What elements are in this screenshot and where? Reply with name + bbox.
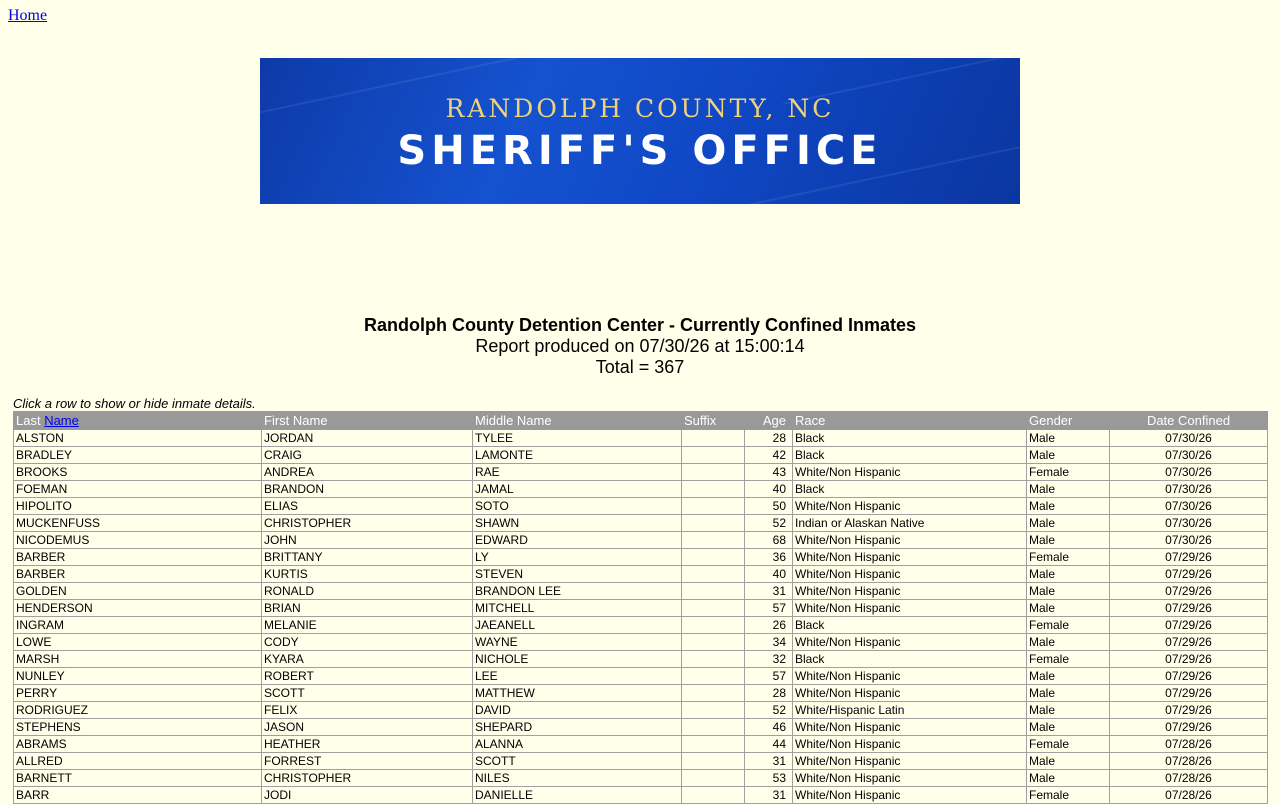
cell-last: NUNLEY	[14, 668, 262, 685]
header-gender: Gender	[1027, 412, 1110, 430]
cell-race: White/Non Hispanic	[793, 770, 1027, 787]
cell-first: FORREST	[262, 753, 473, 770]
cell-first: CHRISTOPHER	[262, 515, 473, 532]
cell-age: 42	[745, 447, 793, 464]
cell-last: BARNETT	[14, 770, 262, 787]
cell-gender: Male	[1027, 770, 1110, 787]
cell-suffix	[682, 702, 745, 719]
cell-last: BRADLEY	[14, 447, 262, 464]
cell-age: 28	[745, 685, 793, 702]
cell-first: HEATHER	[262, 736, 473, 753]
cell-last: FOEMAN	[14, 481, 262, 498]
table-row[interactable]	[14, 770, 1268, 787]
cell-suffix	[682, 617, 745, 634]
header-race: Race	[793, 412, 1027, 430]
cell-first: KYARA	[262, 651, 473, 668]
cell-first: ANDREA	[262, 464, 473, 481]
cell-date: 07/29/26	[1110, 583, 1268, 600]
cell-last: BARBER	[14, 549, 262, 566]
cell-date: 07/30/26	[1110, 464, 1268, 481]
cell-suffix	[682, 549, 745, 566]
cell-first: CODY	[262, 634, 473, 651]
cell-date: 07/28/26	[1110, 770, 1268, 787]
cell-date: 07/29/26	[1110, 634, 1268, 651]
banner-county: RANDOLPH COUNTY, NC	[445, 94, 835, 123]
cell-race: White/Non Hispanic	[793, 668, 1027, 685]
cell-gender: Male	[1027, 583, 1110, 600]
cell-age: 32	[745, 651, 793, 668]
cell-first: ROBERT	[262, 668, 473, 685]
cell-race: White/Non Hispanic	[793, 498, 1027, 515]
cell-race: White/Non Hispanic	[793, 464, 1027, 481]
header-middle-name: Middle Name	[473, 412, 682, 430]
cell-date: 07/30/26	[1110, 430, 1268, 447]
cell-last: ALSTON	[14, 430, 262, 447]
cell-gender: Male	[1027, 753, 1110, 770]
cell-suffix	[682, 600, 745, 617]
cell-age: 28	[745, 430, 793, 447]
cell-first: MELANIE	[262, 617, 473, 634]
cell-suffix	[682, 515, 745, 532]
cell-gender: Male	[1027, 719, 1110, 736]
cell-last: INGRAM	[14, 617, 262, 634]
cell-last: BARR	[14, 787, 262, 804]
cell-last: ABRAMS	[14, 736, 262, 753]
cell-first: JORDAN	[262, 430, 473, 447]
home-link[interactable]: Home	[8, 7, 48, 24]
table-row[interactable]	[14, 549, 1268, 566]
header-last-name	[14, 412, 262, 430]
cell-middle: SOTO	[473, 498, 682, 515]
cell-last: STEPHENS	[14, 719, 262, 736]
cell-gender: Male	[1027, 685, 1110, 702]
cell-date: 07/29/26	[1110, 617, 1268, 634]
cell-suffix	[682, 719, 745, 736]
cell-age: 31	[745, 753, 793, 770]
cell-race: White/Non Hispanic	[793, 685, 1027, 702]
cell-suffix	[682, 464, 745, 481]
cell-middle: SHAWN	[473, 515, 682, 532]
cell-last: BROOKS	[14, 464, 262, 481]
cell-age: 57	[745, 600, 793, 617]
row-hint: Click a row to show or hide inmate details.	[13, 396, 256, 411]
cell-gender: Male	[1027, 702, 1110, 719]
cell-race: Indian or Alaskan Native	[793, 515, 1027, 532]
cell-date: 07/29/26	[1110, 549, 1268, 566]
cell-race: Black	[793, 481, 1027, 498]
cell-race: White/Non Hispanic	[793, 753, 1027, 770]
cell-middle: MATTHEW	[473, 685, 682, 702]
cell-race: Black	[793, 430, 1027, 447]
cell-race: White/Non Hispanic	[793, 600, 1027, 617]
cell-age: 68	[745, 532, 793, 549]
cell-suffix	[682, 736, 745, 753]
cell-date: 07/30/26	[1110, 532, 1268, 549]
cell-first: JASON	[262, 719, 473, 736]
table-row[interactable]	[14, 532, 1268, 549]
table-header-row	[14, 412, 1268, 430]
cell-suffix	[682, 498, 745, 515]
cell-date: 07/28/26	[1110, 736, 1268, 753]
cell-race: White/Non Hispanic	[793, 634, 1027, 651]
cell-date: 07/28/26	[1110, 787, 1268, 804]
cell-race: White/Non Hispanic	[793, 532, 1027, 549]
cell-middle: JAEANELL	[473, 617, 682, 634]
cell-gender: Male	[1027, 532, 1110, 549]
table-row[interactable]	[14, 651, 1268, 668]
cell-middle: EDWARD	[473, 532, 682, 549]
table-row[interactable]	[14, 566, 1268, 583]
cell-suffix	[682, 634, 745, 651]
cell-last: ALLRED	[14, 753, 262, 770]
table-row[interactable]	[14, 498, 1268, 515]
table-row[interactable]	[14, 685, 1268, 702]
cell-age: 31	[745, 787, 793, 804]
cell-gender: Male	[1027, 430, 1110, 447]
cell-suffix	[682, 447, 745, 464]
table-row[interactable]	[14, 617, 1268, 634]
cell-middle: DANIELLE	[473, 787, 682, 804]
cell-race: White/Non Hispanic	[793, 787, 1027, 804]
cell-middle: WAYNE	[473, 634, 682, 651]
cell-last: PERRY	[14, 685, 262, 702]
cell-suffix	[682, 430, 745, 447]
header-age: Age	[745, 412, 793, 430]
cell-gender: Female	[1027, 651, 1110, 668]
cell-middle: MITCHELL	[473, 600, 682, 617]
cell-first: SCOTT	[262, 685, 473, 702]
cell-middle: LEE	[473, 668, 682, 685]
table-row[interactable]	[14, 600, 1268, 617]
cell-middle: SHEPARD	[473, 719, 682, 736]
cell-gender: Female	[1027, 617, 1110, 634]
cell-suffix	[682, 566, 745, 583]
cell-middle: TYLEE	[473, 430, 682, 447]
cell-middle: RAE	[473, 464, 682, 481]
cell-last: MUCKENFUSS	[14, 515, 262, 532]
table-row[interactable]	[14, 634, 1268, 651]
cell-age: 44	[745, 736, 793, 753]
cell-race: White/Non Hispanic	[793, 736, 1027, 753]
cell-age: 26	[745, 617, 793, 634]
cell-middle: BRANDON LEE	[473, 583, 682, 600]
cell-first: RONALD	[262, 583, 473, 600]
table-row[interactable]	[14, 430, 1268, 447]
table-row[interactable]	[14, 753, 1268, 770]
cell-race: White/Non Hispanic	[793, 719, 1027, 736]
table-row[interactable]	[14, 464, 1268, 481]
sheriff-banner	[260, 58, 1020, 204]
table-row[interactable]	[14, 787, 1268, 804]
cell-age: 36	[745, 549, 793, 566]
report-produced: Report produced on 07/30/26 at 15:00:14	[475, 336, 805, 356]
report-header	[0, 314, 1280, 378]
cell-suffix	[682, 583, 745, 600]
header-last-prefix: Last	[16, 413, 45, 428]
cell-date: 07/30/26	[1110, 498, 1268, 515]
table-row[interactable]	[14, 702, 1268, 719]
cell-race: Black	[793, 651, 1027, 668]
cell-race: White/Non Hispanic	[793, 583, 1027, 600]
cell-first: BRIAN	[262, 600, 473, 617]
cell-race: White/Hispanic Latin	[793, 702, 1027, 719]
cell-gender: Male	[1027, 498, 1110, 515]
cell-race: White/Non Hispanic	[793, 549, 1027, 566]
cell-middle: SCOTT	[473, 753, 682, 770]
cell-middle: NICHOLE	[473, 651, 682, 668]
cell-age: 52	[745, 515, 793, 532]
cell-last: HENDERSON	[14, 600, 262, 617]
cell-date: 07/29/26	[1110, 668, 1268, 685]
header-date-confined: Date Confined	[1110, 412, 1268, 430]
cell-suffix	[682, 651, 745, 668]
cell-date: 07/29/26	[1110, 719, 1268, 736]
cell-gender: Female	[1027, 787, 1110, 804]
cell-middle: ALANNA	[473, 736, 682, 753]
cell-last: MARSH	[14, 651, 262, 668]
cell-gender: Male	[1027, 515, 1110, 532]
cell-age: 53	[745, 770, 793, 787]
cell-middle: LY	[473, 549, 682, 566]
cell-age: 46	[745, 719, 793, 736]
cell-last: LOWE	[14, 634, 262, 651]
cell-age: 57	[745, 668, 793, 685]
cell-date: 07/29/26	[1110, 651, 1268, 668]
table-row[interactable]	[14, 583, 1268, 600]
report-total: Total = 367	[595, 357, 685, 377]
cell-gender: Male	[1027, 566, 1110, 583]
cell-first: CRAIG	[262, 447, 473, 464]
cell-age: 34	[745, 634, 793, 651]
sort-by-name-link[interactable]: Name	[44, 413, 79, 428]
header-first-name: First Name	[262, 412, 473, 430]
cell-date: 07/30/26	[1110, 447, 1268, 464]
cell-last: HIPOLITO	[14, 498, 262, 515]
cell-middle: DAVID	[473, 702, 682, 719]
report-title: Randolph County Detention Center - Currently Confined Inmates	[363, 315, 916, 335]
cell-suffix	[682, 532, 745, 549]
cell-middle: NILES	[473, 770, 682, 787]
cell-first: JOHN	[262, 532, 473, 549]
cell-middle: LAMONTE	[473, 447, 682, 464]
cell-first: ELIAS	[262, 498, 473, 515]
cell-first: BRITTANY	[262, 549, 473, 566]
cell-suffix	[682, 753, 745, 770]
cell-gender: Male	[1027, 447, 1110, 464]
cell-gender: Female	[1027, 736, 1110, 753]
cell-suffix	[682, 685, 745, 702]
table-row[interactable]	[14, 447, 1268, 464]
cell-age: 50	[745, 498, 793, 515]
cell-gender: Female	[1027, 549, 1110, 566]
cell-last: GOLDEN	[14, 583, 262, 600]
cell-first: BRANDON	[262, 481, 473, 498]
cell-date: 07/28/26	[1110, 753, 1268, 770]
table-row[interactable]	[14, 668, 1268, 685]
header-suffix: Suffix	[682, 412, 745, 430]
cell-age: 31	[745, 583, 793, 600]
cell-last: BARBER	[14, 566, 262, 583]
cell-date: 07/29/26	[1110, 600, 1268, 617]
cell-gender: Male	[1027, 634, 1110, 651]
banner-office: SHERIFF'S OFFICE	[397, 128, 883, 174]
cell-suffix	[682, 668, 745, 685]
cell-first: JODI	[262, 787, 473, 804]
cell-date: 07/30/26	[1110, 515, 1268, 532]
cell-gender: Male	[1027, 481, 1110, 498]
cell-first: KURTIS	[262, 566, 473, 583]
inmates-table	[13, 411, 1268, 804]
cell-gender: Male	[1027, 600, 1110, 617]
table-row[interactable]	[14, 719, 1268, 736]
cell-age: 40	[745, 566, 793, 583]
cell-suffix	[682, 770, 745, 787]
table-row[interactable]	[14, 481, 1268, 498]
cell-middle: STEVEN	[473, 566, 682, 583]
cell-first: CHRISTOPHER	[262, 770, 473, 787]
cell-date: 07/30/26	[1110, 481, 1268, 498]
cell-gender: Male	[1027, 668, 1110, 685]
cell-race: Black	[793, 617, 1027, 634]
cell-race: Black	[793, 447, 1027, 464]
cell-middle: JAMAL	[473, 481, 682, 498]
cell-date: 07/29/26	[1110, 702, 1268, 719]
cell-date: 07/29/26	[1110, 685, 1268, 702]
cell-age: 43	[745, 464, 793, 481]
table-row[interactable]	[14, 736, 1268, 753]
cell-date: 07/29/26	[1110, 566, 1268, 583]
cell-first: FELIX	[262, 702, 473, 719]
cell-gender: Female	[1027, 464, 1110, 481]
cell-last: NICODEMUS	[14, 532, 262, 549]
cell-suffix	[682, 787, 745, 804]
cell-last: RODRIGUEZ	[14, 702, 262, 719]
cell-age: 52	[745, 702, 793, 719]
cell-race: White/Non Hispanic	[793, 566, 1027, 583]
cell-age: 40	[745, 481, 793, 498]
table-row[interactable]	[14, 515, 1268, 532]
cell-suffix	[682, 481, 745, 498]
